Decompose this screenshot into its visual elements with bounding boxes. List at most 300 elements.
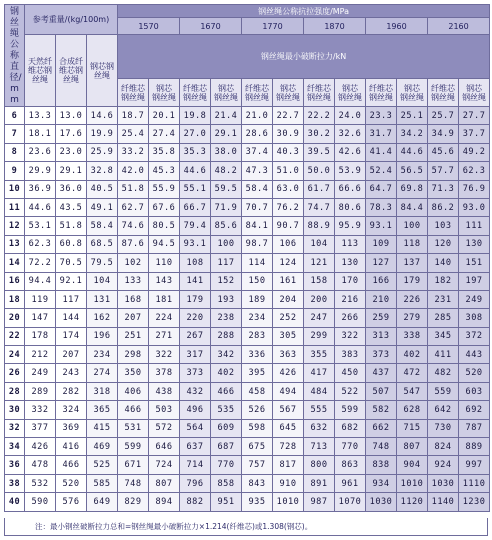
value-cell: 283: [242, 327, 273, 345]
value-cell: 79.5: [87, 254, 118, 272]
value-cell: 249: [459, 290, 490, 308]
value-cell: 507: [366, 382, 397, 400]
value-cell: 599: [118, 438, 149, 456]
value-cell: 598: [242, 419, 273, 437]
core-fiber-1870: 纤维芯 钢丝绳: [304, 79, 335, 107]
value-cell: 35.3: [180, 143, 211, 161]
value-cell: 74.7: [304, 198, 335, 216]
diameter-cell: 20: [5, 309, 25, 327]
value-cell: 267: [180, 327, 211, 345]
value-cell: 373: [180, 364, 211, 382]
grade-1770: 1770: [242, 18, 304, 35]
value-cell: 646: [149, 438, 180, 456]
value-cell: 30.9: [273, 125, 304, 143]
value-cell: 243: [56, 364, 87, 382]
value-cell: 27.0: [180, 125, 211, 143]
value-cell: 53.1: [25, 217, 56, 235]
value-cell: 162: [87, 309, 118, 327]
core-fiber-1670: 纤维芯 钢丝绳: [180, 79, 211, 107]
value-cell: 1010: [397, 474, 428, 492]
value-cell: 32.8: [87, 162, 118, 180]
value-cell: 118: [397, 235, 428, 253]
value-cell: 90.7: [273, 217, 304, 235]
value-cell: 94.5: [149, 235, 180, 253]
value-cell: 34.9: [428, 125, 459, 143]
value-cell: 682: [335, 419, 366, 437]
value-cell: 730: [428, 419, 459, 437]
value-cell: 55.9: [149, 180, 180, 198]
value-cell: 1030: [366, 493, 397, 511]
diameter-cell: 34: [5, 438, 25, 456]
value-cell: 252: [273, 309, 304, 327]
value-cell: 119: [25, 290, 56, 308]
value-cell: 95.9: [335, 217, 366, 235]
value-cell: 1010: [273, 493, 304, 511]
value-cell: 829: [118, 493, 149, 511]
value-cell: 377: [25, 419, 56, 437]
value-cell: 318: [87, 382, 118, 400]
value-cell: 365: [87, 401, 118, 419]
value-cell: 29.1: [211, 125, 242, 143]
value-cell: 216: [335, 290, 366, 308]
table-row: [5, 272, 490, 290]
value-cell: 757: [242, 456, 273, 474]
value-cell: 503: [149, 401, 180, 419]
value-cell: 748: [118, 474, 149, 492]
break-force-header: 钢丝绳最小破断拉力/kN: [118, 35, 490, 79]
value-cell: 84.1: [242, 217, 273, 235]
value-cell: 299: [304, 327, 335, 345]
value-cell: 42.6: [335, 143, 366, 161]
value-cell: 266: [335, 309, 366, 327]
value-cell: 131: [87, 290, 118, 308]
value-cell: 50.0: [304, 162, 335, 180]
value-cell: 282: [56, 382, 87, 400]
value-cell: 564: [180, 419, 211, 437]
value-cell: 458: [242, 382, 273, 400]
value-cell: 98.7: [242, 235, 273, 253]
value-cell: 770: [211, 456, 242, 474]
value-cell: 494: [273, 382, 304, 400]
table-row: [5, 107, 490, 125]
value-cell: 450: [335, 364, 366, 382]
value-cell: 520: [459, 364, 490, 382]
value-cell: 289: [25, 382, 56, 400]
grade-1960: 1960: [366, 18, 428, 35]
diameter-cell: 30: [5, 401, 25, 419]
value-cell: 532: [25, 474, 56, 492]
value-cell: 305: [273, 327, 304, 345]
value-cell: 102: [118, 254, 149, 272]
value-cell: 117: [56, 290, 87, 308]
value-cell: 71.9: [211, 198, 242, 216]
value-cell: 179: [397, 272, 428, 290]
diameter-cell: 32: [5, 419, 25, 437]
value-cell: 961: [335, 474, 366, 492]
value-cell: 891: [304, 474, 335, 492]
value-cell: 200: [304, 290, 335, 308]
value-cell: 406: [118, 382, 149, 400]
value-cell: 555: [304, 401, 335, 419]
value-cell: 787: [459, 419, 490, 437]
value-cell: 1030: [428, 474, 459, 492]
strength-header: 钢丝绳公称抗拉强度/MPa: [118, 5, 490, 18]
value-cell: 63.0: [273, 180, 304, 198]
value-cell: 100: [397, 217, 428, 235]
value-cell: 308: [459, 309, 490, 327]
value-cell: 210: [366, 290, 397, 308]
grade-1870: 1870: [304, 18, 366, 35]
value-cell: 56.5: [397, 162, 428, 180]
value-cell: 383: [335, 346, 366, 364]
value-cell: 29.9: [25, 162, 56, 180]
value-cell: 642: [428, 401, 459, 419]
value-cell: 147: [25, 309, 56, 327]
table-row: [5, 382, 490, 400]
value-cell: 350: [118, 364, 149, 382]
value-cell: 14.6: [87, 107, 118, 125]
value-cell: 402: [397, 346, 428, 364]
value-cell: 520: [56, 474, 87, 492]
value-cell: 535: [211, 401, 242, 419]
value-cell: 355: [304, 346, 335, 364]
footnote: 注：最小钢丝破断拉力总和=钢丝绳最小破断拉力×1.214(纤维芯)或1.308(钢芯)。: [4, 518, 488, 536]
value-cell: 140: [428, 254, 459, 272]
value-cell: 58.4: [87, 217, 118, 235]
value-cell: 130: [459, 235, 490, 253]
value-cell: 62.3: [25, 235, 56, 253]
value-cell: 21.4: [211, 107, 242, 125]
value-cell: 338: [397, 327, 428, 345]
value-cell: 23.6: [25, 143, 56, 161]
value-cell: 484: [304, 382, 335, 400]
value-cell: 1230: [459, 493, 490, 511]
value-cell: 285: [428, 309, 459, 327]
value-cell: 466: [56, 456, 87, 474]
value-cell: 796: [180, 474, 211, 492]
value-cell: 47.3: [242, 162, 273, 180]
value-cell: 23.0: [56, 143, 87, 161]
value-cell: 935: [242, 493, 273, 511]
core-fiber-2160: 纤维芯 钢丝绳: [428, 79, 459, 107]
value-cell: 13.0: [56, 107, 87, 125]
table-row: [5, 346, 490, 364]
value-cell: 807: [149, 474, 180, 492]
value-cell: 179: [180, 290, 211, 308]
value-cell: 182: [428, 272, 459, 290]
value-cell: 466: [118, 401, 149, 419]
diameter-cell: 16: [5, 272, 25, 290]
grade-1670: 1670: [180, 18, 242, 35]
value-cell: 526: [242, 401, 273, 419]
value-cell: 713: [304, 438, 335, 456]
value-cell: 934: [366, 474, 397, 492]
value-cell: 58.4: [242, 180, 273, 198]
value-cell: 25.9: [87, 143, 118, 161]
value-cell: 40.3: [273, 143, 304, 161]
weight-steel-core: 钢芯钢丝绳: [87, 35, 118, 107]
table-row: [5, 162, 490, 180]
value-cell: 51.0: [273, 162, 304, 180]
grade-1570: 1570: [118, 18, 180, 35]
value-cell: 426: [273, 364, 304, 382]
value-cell: 52.4: [366, 162, 397, 180]
value-cell: 728: [273, 438, 304, 456]
core-steel-1960: 钢芯 钢丝绳: [397, 79, 428, 107]
value-cell: 144: [56, 309, 87, 327]
value-cell: 863: [335, 456, 366, 474]
value-cell: 324: [56, 401, 87, 419]
value-cell: 259: [366, 309, 397, 327]
value-cell: 24.0: [335, 107, 366, 125]
diameter-cell: 18: [5, 290, 25, 308]
diameter-cell: 10: [5, 180, 25, 198]
value-cell: 402: [211, 364, 242, 382]
value-cell: 207: [56, 346, 87, 364]
value-cell: 62.3: [459, 162, 490, 180]
value-cell: 1140: [428, 493, 459, 511]
value-cell: 332: [25, 401, 56, 419]
value-cell: 35.8: [149, 143, 180, 161]
value-cell: 572: [149, 419, 180, 437]
value-cell: 43.5: [56, 198, 87, 216]
value-cell: 29.1: [56, 162, 87, 180]
table-row: [5, 180, 490, 198]
value-cell: 20.1: [149, 107, 180, 125]
value-cell: 93.1: [366, 217, 397, 235]
value-cell: 924: [428, 456, 459, 474]
value-cell: 150: [242, 272, 273, 290]
value-cell: 838: [366, 456, 397, 474]
value-cell: 336: [242, 346, 273, 364]
value-cell: 30.2: [304, 125, 335, 143]
table-body: [5, 107, 490, 512]
value-cell: 45.3: [149, 162, 180, 180]
diameter-cell: 24: [5, 346, 25, 364]
value-cell: 32.6: [335, 125, 366, 143]
value-cell: 576: [56, 493, 87, 511]
value-cell: 824: [428, 438, 459, 456]
value-cell: 249: [25, 364, 56, 382]
value-cell: 76.9: [459, 180, 490, 198]
diameter-cell: 7: [5, 125, 25, 143]
value-cell: 33.2: [118, 143, 149, 161]
value-cell: 104: [304, 235, 335, 253]
table-row: [5, 474, 490, 492]
value-cell: 478: [25, 456, 56, 474]
value-cell: 288: [211, 327, 242, 345]
value-cell: 1070: [335, 493, 366, 511]
value-cell: 62.7: [118, 198, 149, 216]
value-cell: 70.5: [56, 254, 87, 272]
value-cell: 894: [149, 493, 180, 511]
weight-natural-fiber: 天然纤维芯钢丝绳: [25, 35, 56, 107]
value-cell: 170: [335, 272, 366, 290]
value-cell: 31.7: [366, 125, 397, 143]
value-cell: 103: [428, 217, 459, 235]
value-cell: 363: [273, 346, 304, 364]
value-cell: 151: [459, 254, 490, 272]
value-cell: 395: [242, 364, 273, 382]
value-cell: 92.1: [56, 272, 87, 290]
value-cell: 45.6: [428, 143, 459, 161]
value-cell: 298: [118, 346, 149, 364]
diameter-cell: 26: [5, 364, 25, 382]
value-cell: 687: [211, 438, 242, 456]
diameter-cell: 36: [5, 456, 25, 474]
value-cell: 274: [87, 364, 118, 382]
value-cell: 143: [149, 272, 180, 290]
value-cell: 48.2: [211, 162, 242, 180]
value-cell: 61.7: [304, 180, 335, 198]
diameter-header-label: 钢丝绳公称直径/mm: [9, 7, 22, 105]
value-cell: 137: [397, 254, 428, 272]
value-cell: 251: [118, 327, 149, 345]
value-cell: 817: [273, 456, 304, 474]
value-cell: 715: [397, 419, 428, 437]
diameter-cell: 28: [5, 382, 25, 400]
value-cell: 80.5: [149, 217, 180, 235]
value-cell: 649: [87, 493, 118, 511]
table-row: [5, 438, 490, 456]
value-cell: 114: [242, 254, 273, 272]
value-cell: 100: [211, 235, 242, 253]
value-cell: 111: [459, 217, 490, 235]
value-cell: 80.6: [335, 198, 366, 216]
value-cell: 36.0: [56, 180, 87, 198]
value-cell: 174: [56, 327, 87, 345]
value-cell: 662: [366, 419, 397, 437]
value-cell: 94.4: [25, 272, 56, 290]
value-cell: 1120: [397, 493, 428, 511]
value-cell: 27.4: [149, 125, 180, 143]
value-cell: 110: [149, 254, 180, 272]
weight-header: 参考重量/(kg/100m): [25, 5, 118, 35]
value-cell: 49.1: [87, 198, 118, 216]
value-cell: 220: [180, 309, 211, 327]
value-cell: 466: [211, 382, 242, 400]
value-cell: 197: [459, 272, 490, 290]
value-cell: 117: [211, 254, 242, 272]
table-row: [5, 419, 490, 437]
value-cell: 193: [211, 290, 242, 308]
value-cell: 49.2: [459, 143, 490, 161]
value-cell: 522: [335, 382, 366, 400]
value-cell: 121: [304, 254, 335, 272]
value-cell: 76.2: [273, 198, 304, 216]
value-cell: 372: [459, 327, 490, 345]
core-steel-1870: 钢芯 钢丝绳: [335, 79, 366, 107]
value-cell: 603: [459, 382, 490, 400]
value-cell: 204: [273, 290, 304, 308]
value-cell: 109: [366, 235, 397, 253]
table-row: [5, 327, 490, 345]
value-cell: 585: [87, 474, 118, 492]
value-cell: 74.6: [118, 217, 149, 235]
value-cell: 44.6: [397, 143, 428, 161]
value-cell: 590: [25, 493, 56, 511]
value-cell: 51.8: [56, 217, 87, 235]
value-cell: 120: [428, 235, 459, 253]
value-cell: 373: [366, 346, 397, 364]
value-cell: 271: [149, 327, 180, 345]
table-row: [5, 364, 490, 382]
core-steel-1770: 钢芯 钢丝绳: [273, 79, 304, 107]
value-cell: 426: [25, 438, 56, 456]
value-cell: 369: [56, 419, 87, 437]
value-cell: 113: [335, 235, 366, 253]
value-cell: 417: [304, 364, 335, 382]
value-cell: 59.5: [211, 180, 242, 198]
table-row: [5, 493, 490, 511]
value-cell: 724: [149, 456, 180, 474]
value-cell: 39.5: [304, 143, 335, 161]
value-cell: 78.3: [366, 198, 397, 216]
diameter-cell: 40: [5, 493, 25, 511]
value-cell: 628: [397, 401, 428, 419]
value-cell: 19.9: [87, 125, 118, 143]
value-cell: 238: [211, 309, 242, 327]
value-cell: 13.3: [25, 107, 56, 125]
value-cell: 559: [428, 382, 459, 400]
value-cell: 22.2: [304, 107, 335, 125]
value-cell: 51.8: [118, 180, 149, 198]
value-cell: 85.6: [211, 217, 242, 235]
table-row: [5, 309, 490, 327]
value-cell: 807: [397, 438, 428, 456]
value-cell: 469: [87, 438, 118, 456]
value-cell: 68.5: [87, 235, 118, 253]
value-cell: 64.7: [366, 180, 397, 198]
value-cell: 714: [180, 456, 211, 474]
table-row: [5, 456, 490, 474]
value-cell: 152: [211, 272, 242, 290]
value-cell: 104: [87, 272, 118, 290]
value-cell: 748: [366, 438, 397, 456]
value-cell: 770: [335, 438, 366, 456]
value-cell: 93.0: [459, 198, 490, 216]
value-cell: 432: [180, 382, 211, 400]
value-cell: 178: [25, 327, 56, 345]
core-steel-1570: 钢芯 钢丝绳: [149, 79, 180, 107]
value-cell: 843: [242, 474, 273, 492]
diameter-cell: 14: [5, 254, 25, 272]
value-cell: 671: [118, 456, 149, 474]
diameter-cell: 12: [5, 217, 25, 235]
value-cell: 438: [149, 382, 180, 400]
value-cell: 1110: [459, 474, 490, 492]
value-cell: 158: [304, 272, 335, 290]
value-cell: 212: [25, 346, 56, 364]
value-cell: 547: [397, 382, 428, 400]
value-cell: 951: [211, 493, 242, 511]
value-cell: 37.7: [459, 125, 490, 143]
value-cell: 496: [180, 401, 211, 419]
table-row: [5, 235, 490, 253]
value-cell: 37.4: [242, 143, 273, 161]
value-cell: 882: [180, 493, 211, 511]
value-cell: 858: [211, 474, 242, 492]
value-cell: 482: [428, 364, 459, 382]
value-cell: 70.7: [242, 198, 273, 216]
value-cell: 44.6: [180, 162, 211, 180]
value-cell: 84.4: [397, 198, 428, 216]
value-cell: 582: [366, 401, 397, 419]
value-cell: 472: [397, 364, 428, 382]
value-cell: 531: [118, 419, 149, 437]
value-cell: 207: [118, 309, 149, 327]
value-cell: 53.9: [335, 162, 366, 180]
